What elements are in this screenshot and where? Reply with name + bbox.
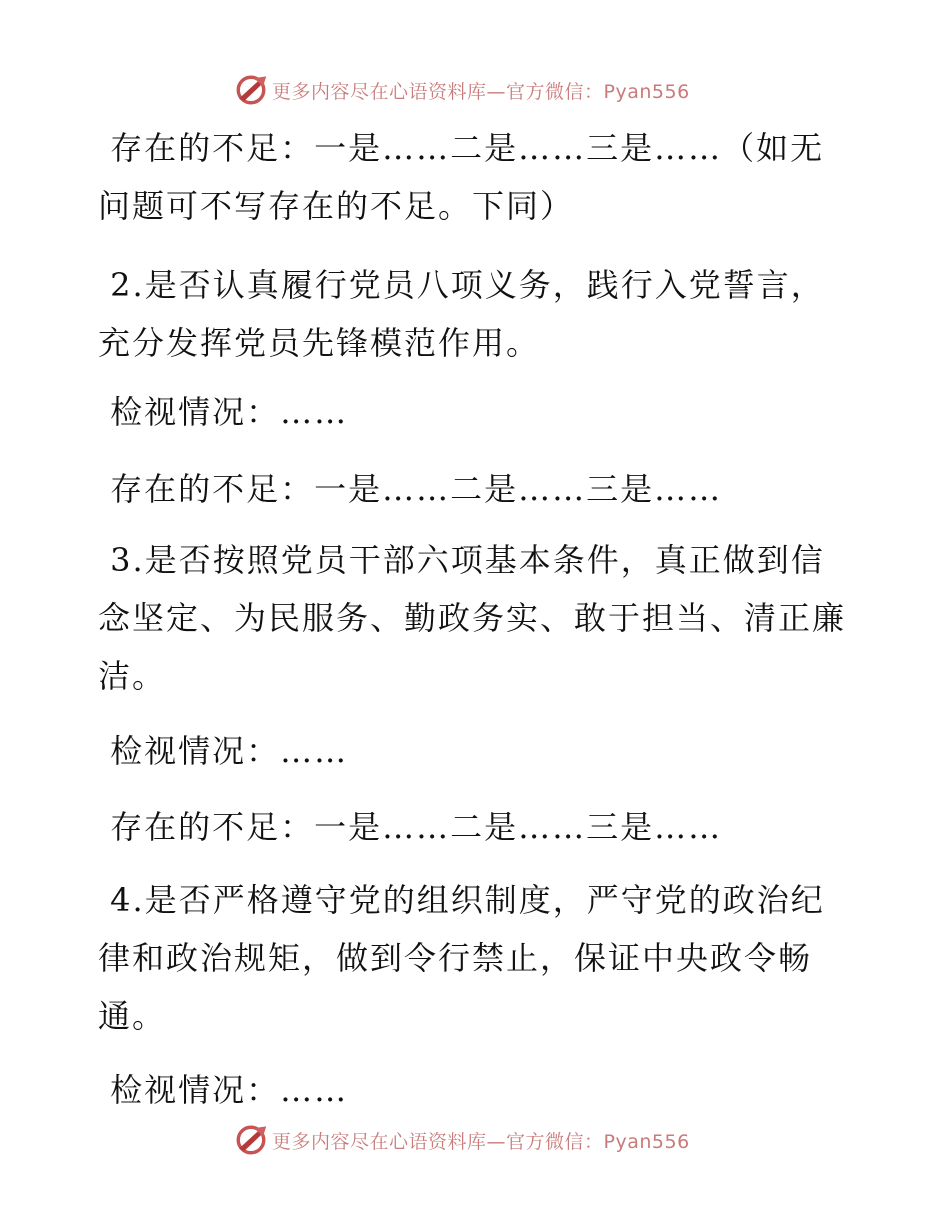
- paragraph-shortcomings-1: 存在的不足：一是……二是……三是……（如无 问题可不写存在的不足。下同）: [98, 129, 825, 225]
- paragraph-inspection-4: 检视情况：……: [98, 1071, 349, 1109]
- paragraph-inspection-2: 检视情况：……: [98, 393, 349, 431]
- paragraph-item-4: 4.是否严格遵守党的组织制度，严守党的政治纪 律和政治规矩，做到令行禁止，保证中央政令畅 通。: [98, 881, 825, 1035]
- brush-logo-icon: [234, 1123, 268, 1157]
- header-banner: [0, 70, 950, 110]
- brush-logo-icon: [234, 73, 268, 107]
- paragraph-item-3: 3.是否按照党员干部六项基本条件，真正做到信 念坚定、为民服务、勤政务实、敢于担当、清正廉 洁。: [98, 541, 847, 695]
- paragraph-shortcomings-2: 存在的不足：一是……二是……三是……: [98, 470, 723, 508]
- footer-banner-text: 更多内容尽在心语资料库—官方微信：Pyan556: [272, 1130, 690, 1153]
- paragraph-inspection-3: 检视情况：……: [98, 732, 349, 770]
- paragraph-shortcomings-3: 存在的不足：一是……二是……三是……: [98, 808, 723, 846]
- header-banner-text: 更多内容尽在心语资料库—官方微信：Pyan556: [272, 80, 690, 103]
- footer-banner: [0, 1120, 950, 1160]
- paragraph-item-2: 2.是否认真履行党员八项义务，践行入党誓言， 充分发挥党员先锋模范作用。: [98, 266, 825, 362]
